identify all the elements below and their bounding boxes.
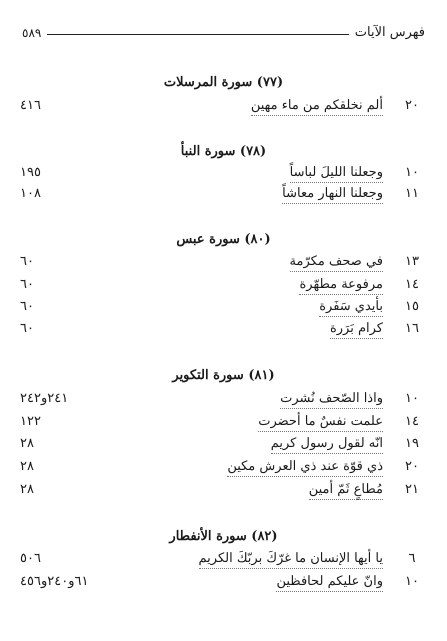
- verse-number: ١٩: [405, 436, 419, 451]
- verse-row: [20, 321, 423, 343]
- verse-text: بأيدي سَفَرة: [319, 299, 383, 317]
- verse-number: ١٥: [405, 299, 419, 314]
- page-reference: ١٠٨: [20, 186, 41, 201]
- verse-row: [20, 254, 423, 276]
- verse-number: ١٣: [405, 254, 419, 269]
- page-reference: ٦٠: [20, 277, 34, 292]
- section-title: (٨٠) سورة عبس: [176, 232, 271, 247]
- header-rule: [47, 34, 348, 35]
- section-title: (٧٨) سورة النبأ: [180, 144, 267, 159]
- verse-row: [20, 551, 423, 573]
- header-title: فهرس الآيات: [354, 25, 425, 40]
- verse-text: كرام بَرَرة: [330, 321, 383, 339]
- verse-text: علمت نفسٌ ما أحضرت: [258, 414, 383, 432]
- verse-text: واذا الصّحف نُشرت: [280, 391, 383, 409]
- verse-row: [20, 186, 423, 208]
- section-title: (٨١) سورة التكوير: [172, 368, 275, 383]
- page-reference: ١٢٢: [20, 414, 41, 429]
- page-reference: ٦١و٢٤٠و٤٥٦: [20, 574, 89, 589]
- verse-row: [20, 391, 423, 413]
- page-reference: ٢٨: [20, 459, 34, 474]
- verse-number: ٢٠: [405, 459, 419, 474]
- verse-number: ٢٠: [405, 98, 419, 113]
- verse-row: [20, 482, 423, 504]
- verse-row: [20, 98, 423, 120]
- verse-number: ١٤: [405, 277, 419, 292]
- page-reference: ٢٤١و٢٤٢: [20, 391, 69, 406]
- verse-row: [20, 299, 423, 321]
- verse-number: ١١: [405, 186, 419, 201]
- page-reference: ٢٨: [20, 436, 34, 451]
- verse-text: انّه لقول رسول كريم: [271, 436, 383, 454]
- verse-number: ١٠: [405, 391, 419, 406]
- verse-text: ذي قوّة عند ذي العرش مكين: [227, 459, 383, 477]
- page-reference: ٦٠: [20, 254, 34, 269]
- verse-number: ١٦: [405, 321, 419, 336]
- verse-text: في صحف مكرّمة: [290, 254, 383, 272]
- page-number: ٥٨٩: [22, 26, 42, 40]
- page-reference: ٦٠: [20, 299, 34, 314]
- section-title: (٧٧) سورة المرسلات: [163, 75, 284, 90]
- page-reference: ١٩٥: [20, 165, 41, 180]
- verse-number: ٢١: [405, 482, 419, 497]
- page-reference: ٥٠٦: [20, 551, 41, 566]
- verse-text: مرفوعة مطهّرة: [299, 277, 383, 295]
- verse-text: يا أيها الإنسان ما غرّكَ بربّكَ الكريم: [199, 551, 383, 569]
- verse-row: [20, 414, 423, 436]
- section-title: (٨٢) سورة الأنفطار: [169, 529, 278, 544]
- verse-text: مُطاعٍ ثَمّ أمين: [309, 482, 383, 500]
- page-reference: ٤١٦: [20, 98, 41, 113]
- verse-number: ١٠: [405, 165, 419, 180]
- page-reference: ٢٨: [20, 482, 34, 497]
- page-header: [22, 18, 425, 40]
- verse-text: ألم نخلقكم من ماء مهين: [251, 98, 383, 116]
- page-reference: ٦٠: [20, 321, 34, 336]
- verse-text: وجعلنا النهار معاشاً: [282, 186, 383, 204]
- verse-number: ١٤: [405, 414, 419, 429]
- verse-text: وجعلنا الليلَ لباساً: [290, 165, 383, 183]
- verse-row: [20, 574, 423, 596]
- verse-row: [20, 459, 423, 481]
- verse-row: [20, 436, 423, 458]
- verse-number: ١٠: [405, 574, 419, 589]
- verse-number: ٦: [408, 551, 416, 566]
- verse-row: [20, 277, 423, 299]
- verse-row: [20, 165, 423, 187]
- verse-text: وانّ عليكم لحافظين: [276, 574, 383, 592]
